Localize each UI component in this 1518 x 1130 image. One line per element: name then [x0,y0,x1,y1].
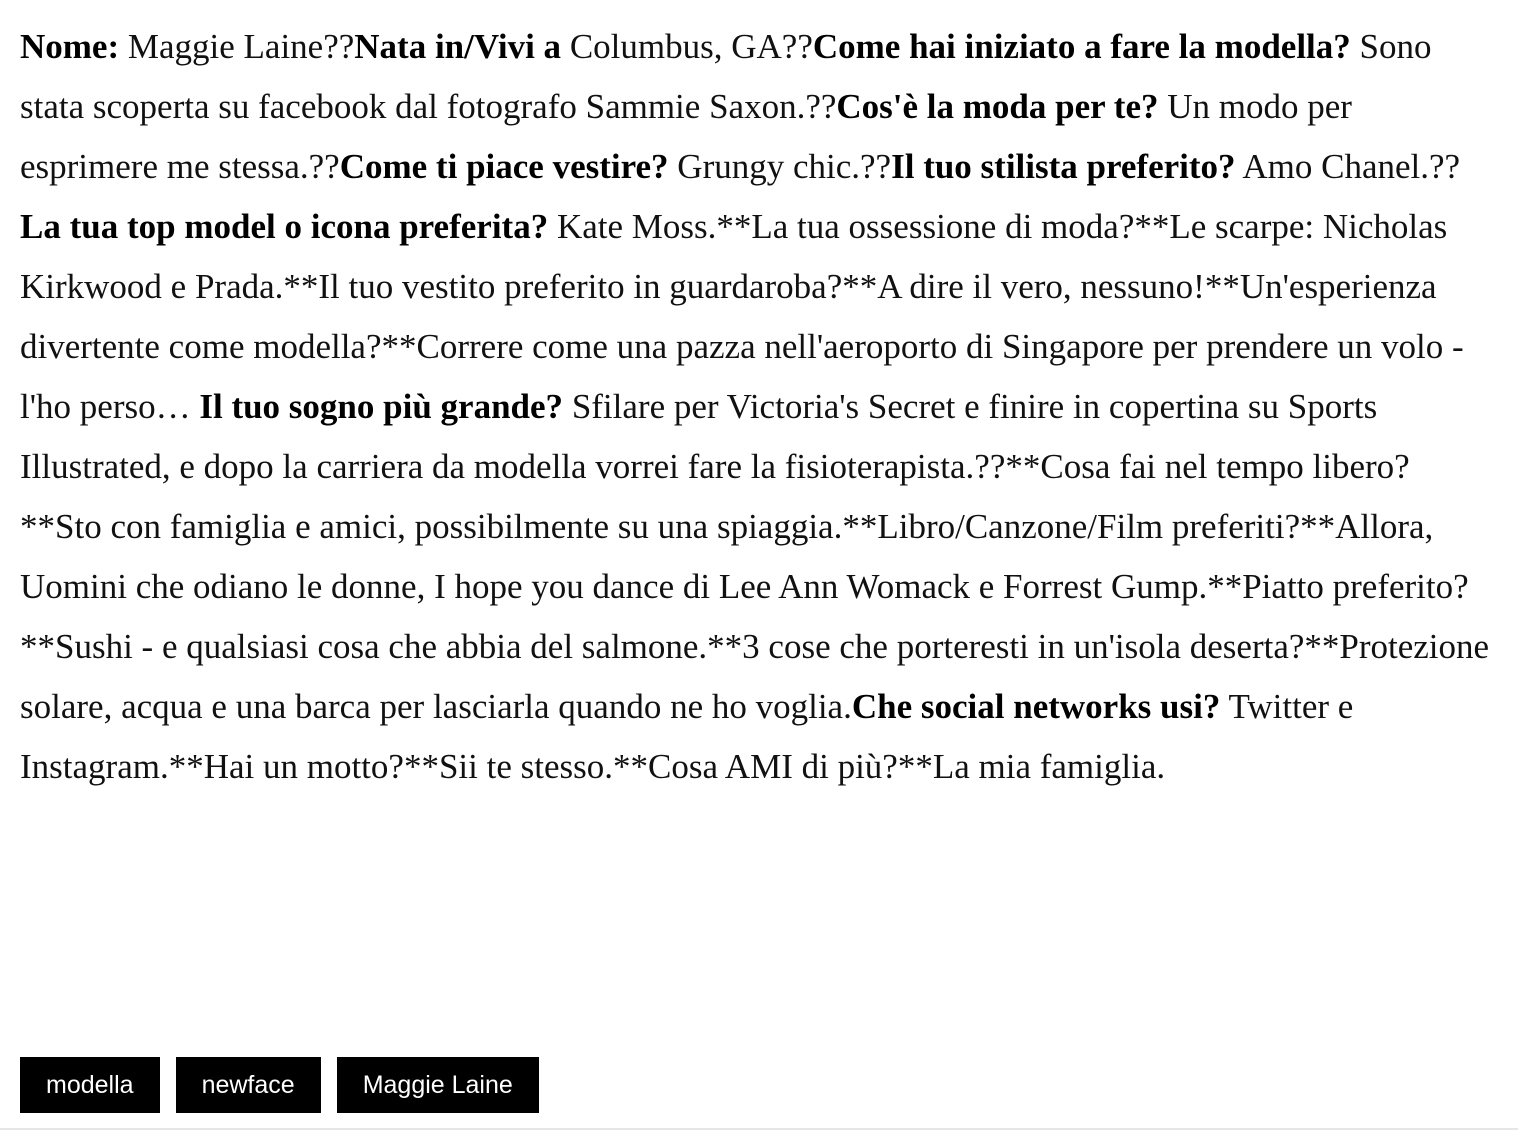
tag-modella[interactable]: modella [20,1057,160,1113]
answer-text: Sono stata scoperta su facebook dal fotografo Sammie Saxon.?? [20,27,1432,126]
question-label: Il tuo stilista preferito? [891,147,1236,186]
answer-text: Sfilare per Victoria's Secret e finire in copertina su Sports Illustrated, e dopo la carriera da modella vorrei fare la fisioterapista.??**Cosa fai nel tempo libero?**Sto con famiglia e amici, possibilmente su una spiaggia.**Libro/Canzone/Film preferiti?**Allora, Uomini che odiano le donne, I hope you dance di Lee Ann Womack e Forrest Gump.**Piatto preferito?**Sushi - e qualsiasi cosa che abbia del salmone.**3 cose che porteresti in un'isola deserta?**Protezione solare, acqua e una barca per lasciarla quando ne ho voglia. [20,387,1490,726]
question-label: Cos'è la moda per te? [836,87,1159,126]
question-label: Che social networks usi? [851,687,1221,726]
question-label: Come hai iniziato a fare la modella? [812,27,1351,66]
question-label: La tua top model o icona preferita? [20,207,549,246]
question-label: Nome: [20,27,120,66]
answer-text: Maggie Laine?? [119,27,355,66]
tag-maggie-laine[interactable]: Maggie Laine [337,1057,539,1113]
tag-list [20,1057,539,1113]
answer-text: Kate Moss.**La tua ossessione di moda?**Le scarpe: Nicholas Kirkwood e Prada.**Il tuo vestito preferito in guardaroba?**A dire il vero, nessuno!**Un'esperienza divertente come modella?**Correre come una pazza nell'aeroporto di Singapore per prendere un volo - l'ho perso… [20,207,1464,426]
answer-text: Un modo per esprimere me stessa.?? [20,87,1352,186]
tag-newface[interactable]: newface [176,1057,321,1113]
answer-text: Amo Chanel.?? [1235,147,1461,186]
answer-text: Columbus, GA?? [561,27,813,66]
answer-text: Twitter e Instagram.**Hai un motto?**Sii te stesso.**Cosa AMI di più?**La mia famiglia. [20,687,1354,786]
question-label: Il tuo sogno più grande? [199,387,564,426]
question-label: Nata in/Vivi a [354,27,562,66]
answer-text: Grungy chic.?? [668,147,892,186]
question-label: Come ti piace vestire? [339,147,669,186]
article-body [20,17,1490,797]
